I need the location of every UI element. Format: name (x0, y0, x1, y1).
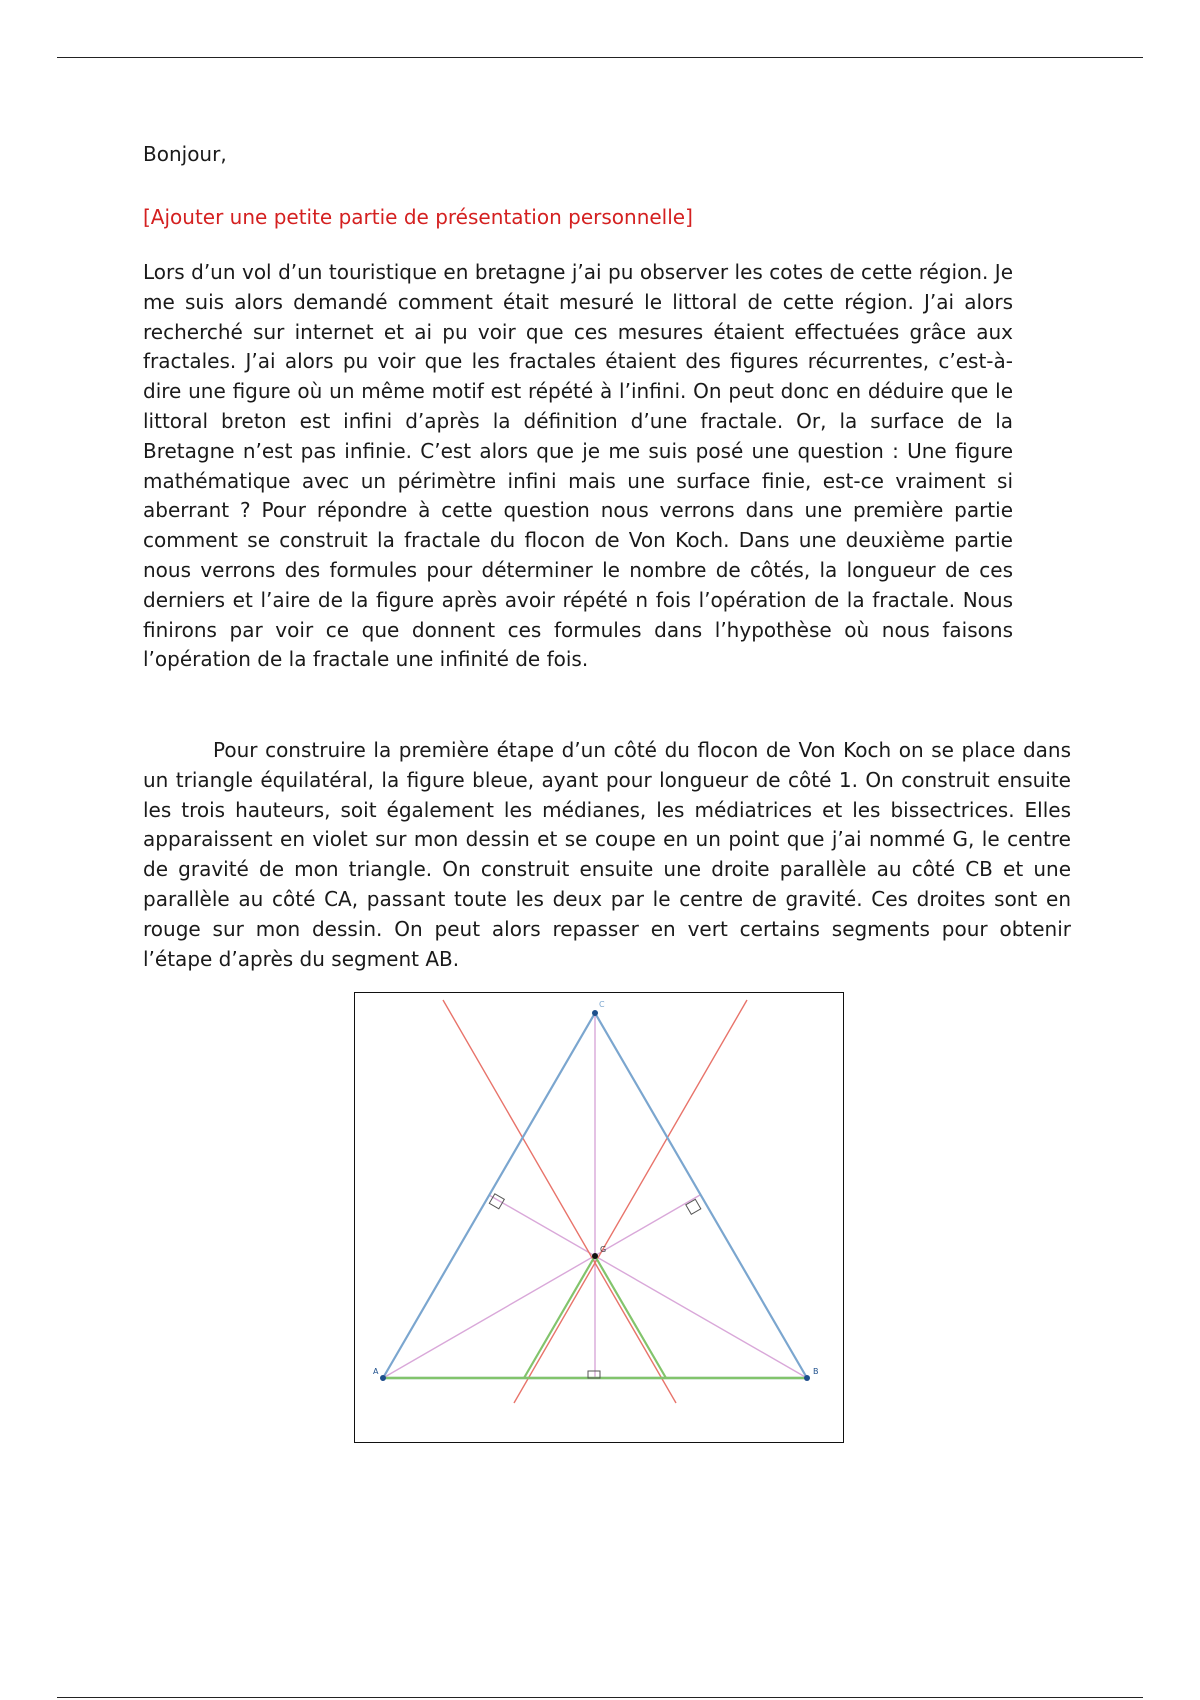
bottom-rule (57, 1697, 1143, 1698)
label-a: A (373, 1367, 379, 1376)
parallel-to-cb (443, 1000, 676, 1403)
label-g: G (600, 1245, 607, 1254)
label-b: B (813, 1367, 819, 1376)
green-segment-right (595, 1256, 666, 1378)
point-a (380, 1375, 386, 1381)
koch-construction-figure (354, 992, 844, 1443)
point-c (592, 1010, 598, 1016)
top-rule (57, 57, 1143, 58)
parallel-to-ca (514, 1000, 747, 1403)
point-b (804, 1375, 810, 1381)
construction-paragraph (143, 736, 1071, 974)
green-segment-left (524, 1256, 595, 1378)
figure-canvas (355, 993, 842, 1441)
intro-paragraph: Lors d’un vol d’un touristique en bretagne j’ai pu observer les cotes de cette région. Je me suis alors demandé comment était mesuré le littoral de cette région. J’ai alors recherché sur internet et ai pu voir que ces mesures étaient effectuées grâce aux fractales. J’ai alors pu voir que les fractales étaient des figures récurrentes, c’est-à-dire une figure où un même motif est répété à l’infini. On peut donc en déduire que le littoral breton est infini d’après la définition d’une fractale. Or, la surface de la Bretagne n’est pas infinie. C’est alors que je me suis posé une question : Une figure mathématique avec un périmètre infini mais une surface finie, est-ce vraiment si aberrant ? Pour répondre à cette question nous verrons dans une première partie comment se construit la fractale du flocon de Von Koch. Dans une deuxième partie nous verrons des formules pour déterminer le nombre de côtés, la longueur de ces derniers et l’aire de la figure après avoir répété n fois l’opération de la fractale. Nous finirons par voir ce que donnent ces formules dans l’hypothèse où nous faisons l’opération de la fractale une infinité de fois. (143, 260, 1013, 672)
construction-paragraph-text: Pour construire la première étape d’un côté du flocon de Von Koch on se place dans un triangle équilatéral, la figure bleue, ayant pour longueur de côté 1. On construit ensuite les trois hauteurs, soit également les médianes, les médiatrices et les bissectrices. Elles apparaissent en violet sur mon dessin et se coupe en un point que j’ai nommé G, le centre de gravité de mon triangle. On construit ensuite une droite parallèle au côté CB et une parallèle au côté CA, passant toute les deux par le centre de gravité. Ces droites sont en rouge sur mon dessin. On peut alors repasser en vert certains segments pour obtenir l’étape d’après du segment AB. (143, 738, 1071, 971)
greeting: Bonjour, (143, 142, 227, 166)
editor-note: [Ajouter une petite partie de présentation personnelle] (143, 205, 693, 229)
altitude-from-a (383, 1195, 700, 1378)
point-g (592, 1253, 598, 1259)
altitude-from-b (489, 1195, 807, 1378)
label-c: C (599, 1000, 605, 1009)
